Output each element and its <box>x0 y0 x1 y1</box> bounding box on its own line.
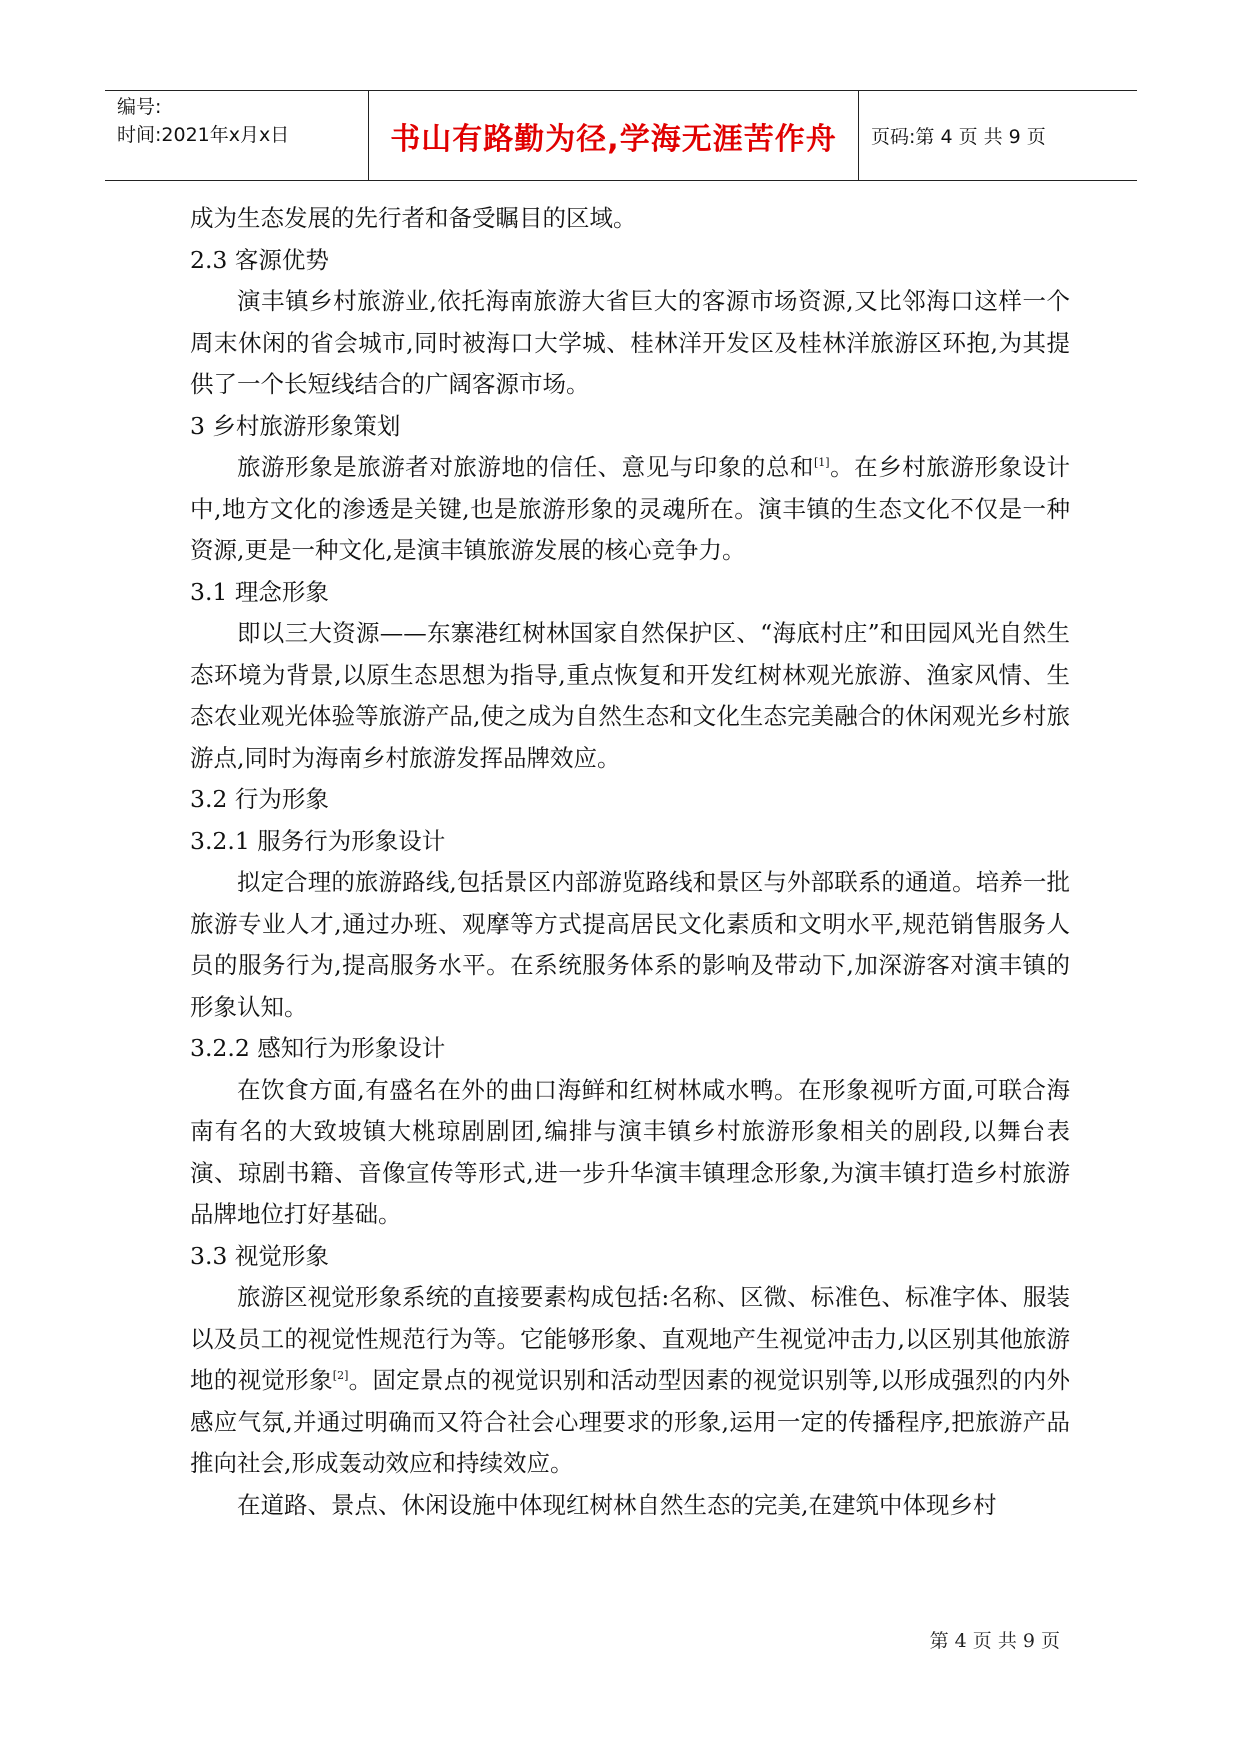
paragraph-visitor-source: 演丰镇乡村旅游业,依托海南旅游大省巨大的客源市场资源,又比邻海口这样一个周末休闲的省会城市,同时被海口大学城、桂林洋开发区及桂林洋旅游区环抱,为其提供了一个长短线结合的广阔客源市场。 <box>190 287 1070 398</box>
paragraph-continuation: 成为生态发展的先行者和备受瞩目的区域。 <box>190 204 637 232</box>
section-heading-3: 3 乡村旅游形象策划 <box>190 411 401 440</box>
section-heading-3-2: 3.2 行为形象 <box>190 785 329 813</box>
document-time-label: 时间:2021年x月x日 <box>117 124 290 146</box>
header-meta-cell <box>105 91 369 180</box>
header-motto: 书山有路勤为径,学海无涯苦作舟 <box>390 121 837 157</box>
paragraph-service-behavior: 拟定合理的旅游路线,包括景区内部游览路线和景区与外部联系的通道。培养一批旅游专业人才,通过办班、观摩等方式提高居民文化素质和文明水平,规范销售服务人员的服务行为,提高服务水平。在系统服务体系的影响及带动下,加深游客对演丰镇的形象认知。 <box>190 868 1070 1021</box>
paragraph-text: 旅游形象是旅游者对旅游地的信任、意见与印象的总和 <box>237 453 814 481</box>
header-page-cell <box>859 91 1137 180</box>
document-number-label: 编号: <box>117 96 162 118</box>
citation-ref: [2] <box>332 1369 349 1382</box>
paragraph-text: 旅游区视觉形象系统的直接要素构成包括:名称、区微、标准色、标准字体、服装以及员工的视觉性规范行为等。它能够形象、直观地产生视觉冲击力,以区别其他旅游地的视觉形象 <box>190 1283 1070 1394</box>
header-page-number: 页码:第 4 页 共 9 页 <box>871 126 1046 148</box>
paragraph-text: 。在乡村旅游形象设计中,地方文化的渗透是关键,也是旅游形象的灵魂所在。演丰镇的生态文化不仅是一种资源,更是一种文化,是演丰镇旅游发展的核心竞争力。 <box>190 453 1071 564</box>
page-header <box>105 90 1137 181</box>
paragraph-visual-image <box>190 1277 1070 1485</box>
paragraph-concept-image: 即以三大资源——东寨港红树林国家自然保护区、“海底村庄”和田园风光自然生态环境为背景,以原生态思想为指导,重点恢复和开发红树林观光旅游、渔家风情、生态农业观光体验等旅游产品,使之成为自然生态和文化生态完美融合的休闲观光乡村旅游点,同时为海南乡村旅游发挥品牌效应。 <box>190 619 1070 772</box>
paragraph-tourism-image <box>190 447 1070 572</box>
paragraph-perception-behavior: 在饮食方面,有盛名在外的曲口海鲜和红树林咸水鸭。在形象视听方面,可联合海南有名的大致坡镇大桃琼剧剧团,编排与演丰镇乡村旅游形象相关的剧段,以舞台表演、琼剧书籍、音像宣传等形式,进一步升华演丰镇理念形象,为演丰镇打造乡村旅游品牌地位打好基础。 <box>190 1075 1070 1228</box>
section-heading-3-3: 3.3 视觉形象 <box>190 1241 329 1270</box>
section-heading-3-2-1: 3.2.1 服务行为形象设计 <box>190 826 446 855</box>
paragraph-roads-scenery: 在道路、景点、休闲设施中体现红树林自然生态的完美,在建筑中体现乡村 <box>237 1490 997 1519</box>
section-heading-3-2-2: 3.2.2 感知行为形象设计 <box>190 1034 446 1062</box>
paragraph-text: 。固定景点的视觉识别和活动型因素的视觉识别等,以形成强烈的内外感应气氛,并通过明确而又符合社会心理要求的形象,运用一定的传播程序,把旅游产品推向社会,形成轰动效应和持续效应。 <box>190 1366 1070 1477</box>
section-heading-3-1: 3.1 理念形象 <box>190 577 329 606</box>
header-motto-cell <box>369 91 859 180</box>
section-heading-2-3: 2.3 客源优势 <box>190 245 329 274</box>
citation-ref: [1] <box>814 456 830 469</box>
page-footer: 第 4 页 共 9 页 <box>929 1630 1060 1652</box>
document-body <box>190 198 1070 1526</box>
